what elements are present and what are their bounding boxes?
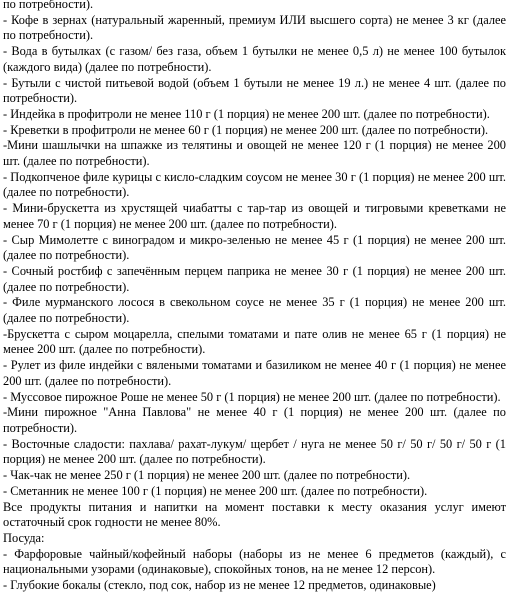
paragraph-turkey-roll: - Рулет из филе индейки с вялеными томатами и базиликом не менее 40 г (1 порция) не менее 200 шт. (далее по потребности). bbox=[3, 358, 506, 388]
paragraph-roast-beef: - Сочный ростбиф с запечённым перцем паприка не менее 30 г (1 порция) не менее 200 шт. (далее по потребности). bbox=[3, 263, 506, 294]
paragraph-smoked-chicken: - Подкопченое филе курицы с кисло-сладким соусом не менее 30 г (1 порция) не менее 200 шт. (далее по потребности). bbox=[3, 169, 506, 200]
paragraph-shrimp-profiteroles: - Креветки в профитроли не менее 60 г (1 порция) не менее 200 шт. (далее по потребности). bbox=[3, 122, 489, 137]
paragraph-pavlova-cake: -Мини пирожное "Анна Павлова" не менее 40 г (1 порция) не менее 200 шт. (далее по потребности). bbox=[3, 405, 506, 435]
paragraph-deep-glasses: - Глубокие бокалы (стекло, под сок, набор из не менее 12 предметов, одинаковые) bbox=[3, 578, 436, 593]
paragraph-mini-bruschetta: - Мини-брускетта из хрустящей чиабатты с тар-тар из овощей и тигровыми креветками не менее 70 г (1 порция) не менее 200 шт. (далее по потребности). bbox=[3, 201, 506, 231]
paragraph-turkey-profiteroles: - Индейка в профитроли не менее 110 г (1 порция) не менее 200 шт. (далее по потребности). bbox=[3, 106, 490, 121]
paragraph-salmon-fillet: - Филе мурманского лосося в свекольном соусе не менее 35 г (1 порция) не менее 200 шт. (далее по потребности). bbox=[3, 295, 506, 326]
paragraph-mini-skewers: -Мини шашлычки на шпажке из телятины и овощей не менее 120 г (1 порция) не менее 200 шт. (далее по потребности). bbox=[3, 138, 506, 169]
paragraph-oriental-sweets: - Восточные сладости: пахлава/ рахат-лукум/ щербет / нуга не менее 50 г/ 50 г/ 50 г/ 50 г (1 порция) не менее 200 шт. (далее по потребности). bbox=[3, 436, 506, 467]
section-heading-tableware: Посуда: bbox=[3, 530, 45, 545]
paragraph-smetannik: - Сметанник не менее 100 г (1 порция) не менее 200 шт. (далее по потребности). bbox=[3, 483, 428, 498]
paragraph-chak-chak: - Чак-чак не менее 250 г (1 порция) не менее 200 шт. (далее по потребности). bbox=[3, 468, 411, 483]
paragraph-porcelain-sets: - Фарфоровые чайный/кофейный наборы (наборы из не менее 6 предметов (каждый), с национальными узорами (одинаковые), спокойных тонов, на не менее 12 персон). bbox=[3, 546, 506, 577]
document-page bbox=[3, 0, 506, 594]
paragraph-water-jugs: - Бутыли с чистой питьевой водой (объем 1 бутыли не менее 19 л.) не менее 4 шт. (далее по потребности). bbox=[3, 75, 506, 106]
paragraph-mousse-cake: - Муссовое пирожное Роше не менее 50 г (1 порция) не менее 200 шт. (далее по потребности). bbox=[3, 389, 501, 404]
paragraph-bottled-water: - Вода в бутылках (с газом/ без газа, объем 1 бутылки не менее 0,5 л) не менее 100 бутылок (каждого вида) (далее по потребности). bbox=[3, 44, 506, 74]
paragraph-coffee-beans: - Кофе в зернах (натуральный жаренный, премиум ИЛИ высшего сорта) не менее 3 кг (далее по потребности). bbox=[3, 12, 506, 43]
paragraph-continuation: по потребности). bbox=[3, 0, 94, 11]
paragraph-mimolette-cheese: - Сыр Мимолетте с виноградом и микро-зеленью не менее 45 г (1 порция) не менее 200 шт. (далее по потребности). bbox=[3, 232, 506, 263]
paragraph-shelf-life: Все продукты питания и напитки на момент поставки к месту оказания услуг имеют остаточный срок годности не менее 80%. bbox=[3, 499, 506, 530]
paragraph-mozzarella-bruschetta: -Брускетта с сыром моцарелла, спелыми томатами и пате олив не менее 65 г (1 порция) не менее 200 шт. (далее по потребности). bbox=[3, 326, 506, 357]
